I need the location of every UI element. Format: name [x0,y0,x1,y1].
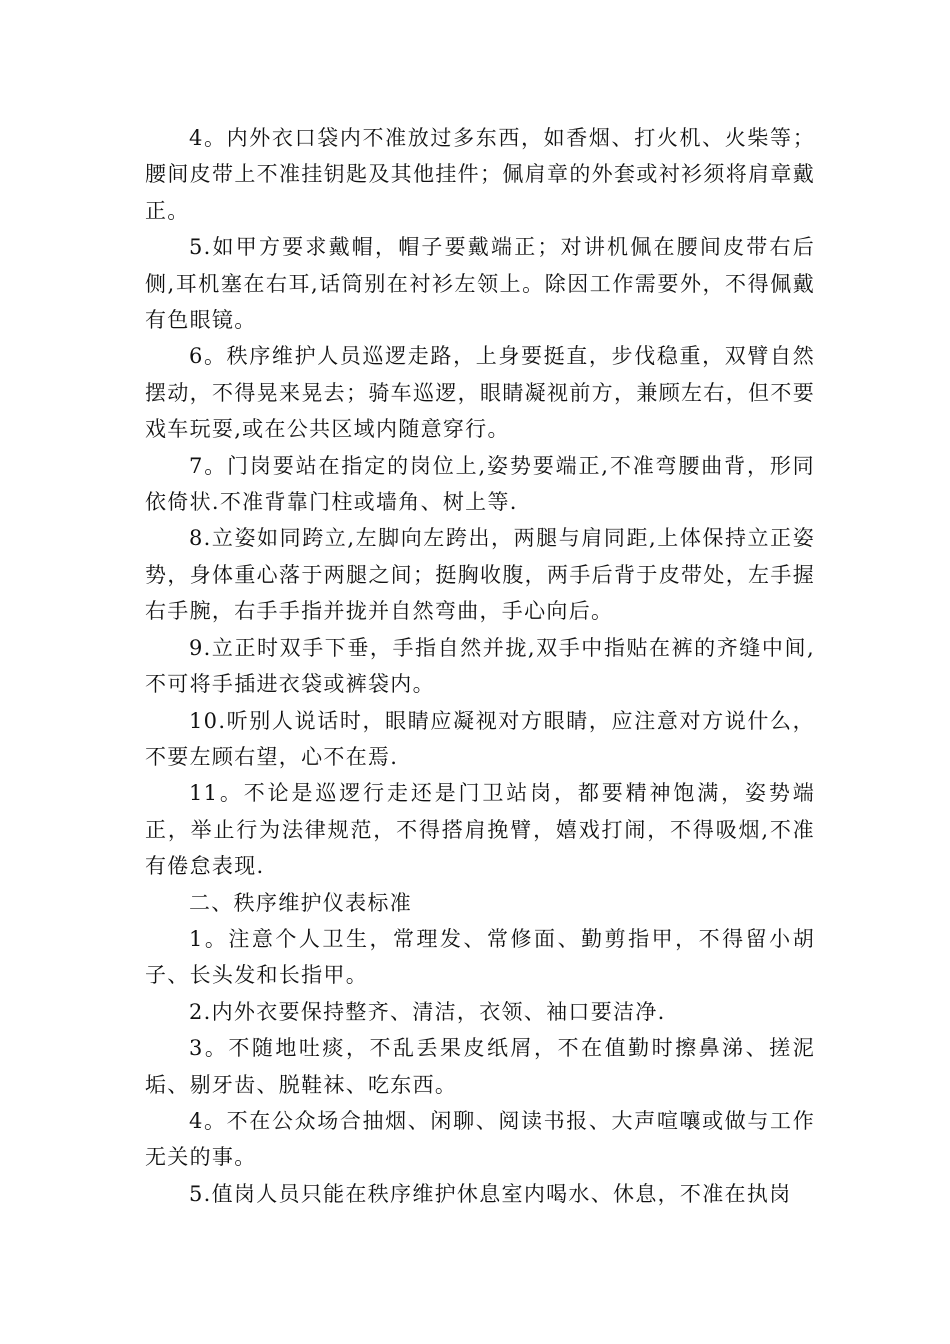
appearance-item-2: 2.内外衣要保持整齐、清洁，衣领、袖口要洁净. [189,999,666,1024]
paragraph-item-11: 11。不论是巡逻行走还是门卫站岗，都要精神饱满，姿势端正，举止行为法律规范，不得搭肩挽臂，嬉戏打闹，不得吸烟,不准有倦怠表现. [145,781,815,879]
paragraph-item-5: 5.如甲方要求戴帽，帽子要戴端正；对讲机佩在腰间皮带右后侧,耳机塞在右耳,话筒别在衬衫左领上。除因工作需要外，不得佩戴有色眼镜。 [145,235,815,333]
paragraph-item-9: 9.立正时双手下垂，手指自然并拢,双手中指贴在裤的齐缝中间,不可将手插进衣袋或裤袋内。 [145,635,815,697]
appearance-item-3: 3。不随地吐痰，不乱丢果皮纸屑，不在值勤时擦鼻涕、搓泥垢、剔牙齿、脱鞋袜、吃东西。 [145,1036,815,1097]
paragraph-item-4: 4。内外衣口袋内不准放过多东西，如香烟、打火机、火柴等；腰间皮带上不准挂钥匙及其他挂件；佩肩章的外套或衬衫须将肩章戴正。 [145,126,815,223]
appearance-item-1: 1。注意个人卫生，常理发、常修面、勤剪指甲，不得留小胡子、长头发和长指甲。 [145,926,815,988]
document-body [145,120,815,1212]
paragraph-item-8: 8.立姿如同跨立,左脚向左跨出，两腿与肩同距,上体保持立正姿势，身体重心落于两腿之间；挺胸收腹，两手后背于皮带处，左手握右手腕，右手手指并拢并自然弯曲，手心向后。 [145,526,815,624]
paragraph-item-7: 7。门岗要站在指定的岗位上,姿势要端正,不准弯腰曲背，形同依倚状.不准背靠门柱或墙角、树上等. [145,453,815,515]
section-heading: 二、秩序维护仪表标准 [189,890,412,915]
paragraph-item-6: 6。秩序维护人员巡逻走路，上身要挺直，步伐稳重，双臂自然摆动，不得晃来晃去；骑车巡逻，眼睛凝视前方，兼顾左右，但不要戏车玩耍,或在公共区域内随意穿行。 [145,344,815,442]
paragraph-item-10: 10.听别人说话时，眼睛应凝视对方眼睛，应注意对方说什么，不要左顾右望，心不在焉. [145,708,815,769]
appearance-item-5: 5.值岗人员只能在秩序维护休息室内喝水、休息，不准在执岗 [189,1181,792,1206]
appearance-item-4: 4。不在公众场合抽烟、闲聊、阅读书报、大声喧嚷或做与工作无关的事。 [145,1108,815,1170]
